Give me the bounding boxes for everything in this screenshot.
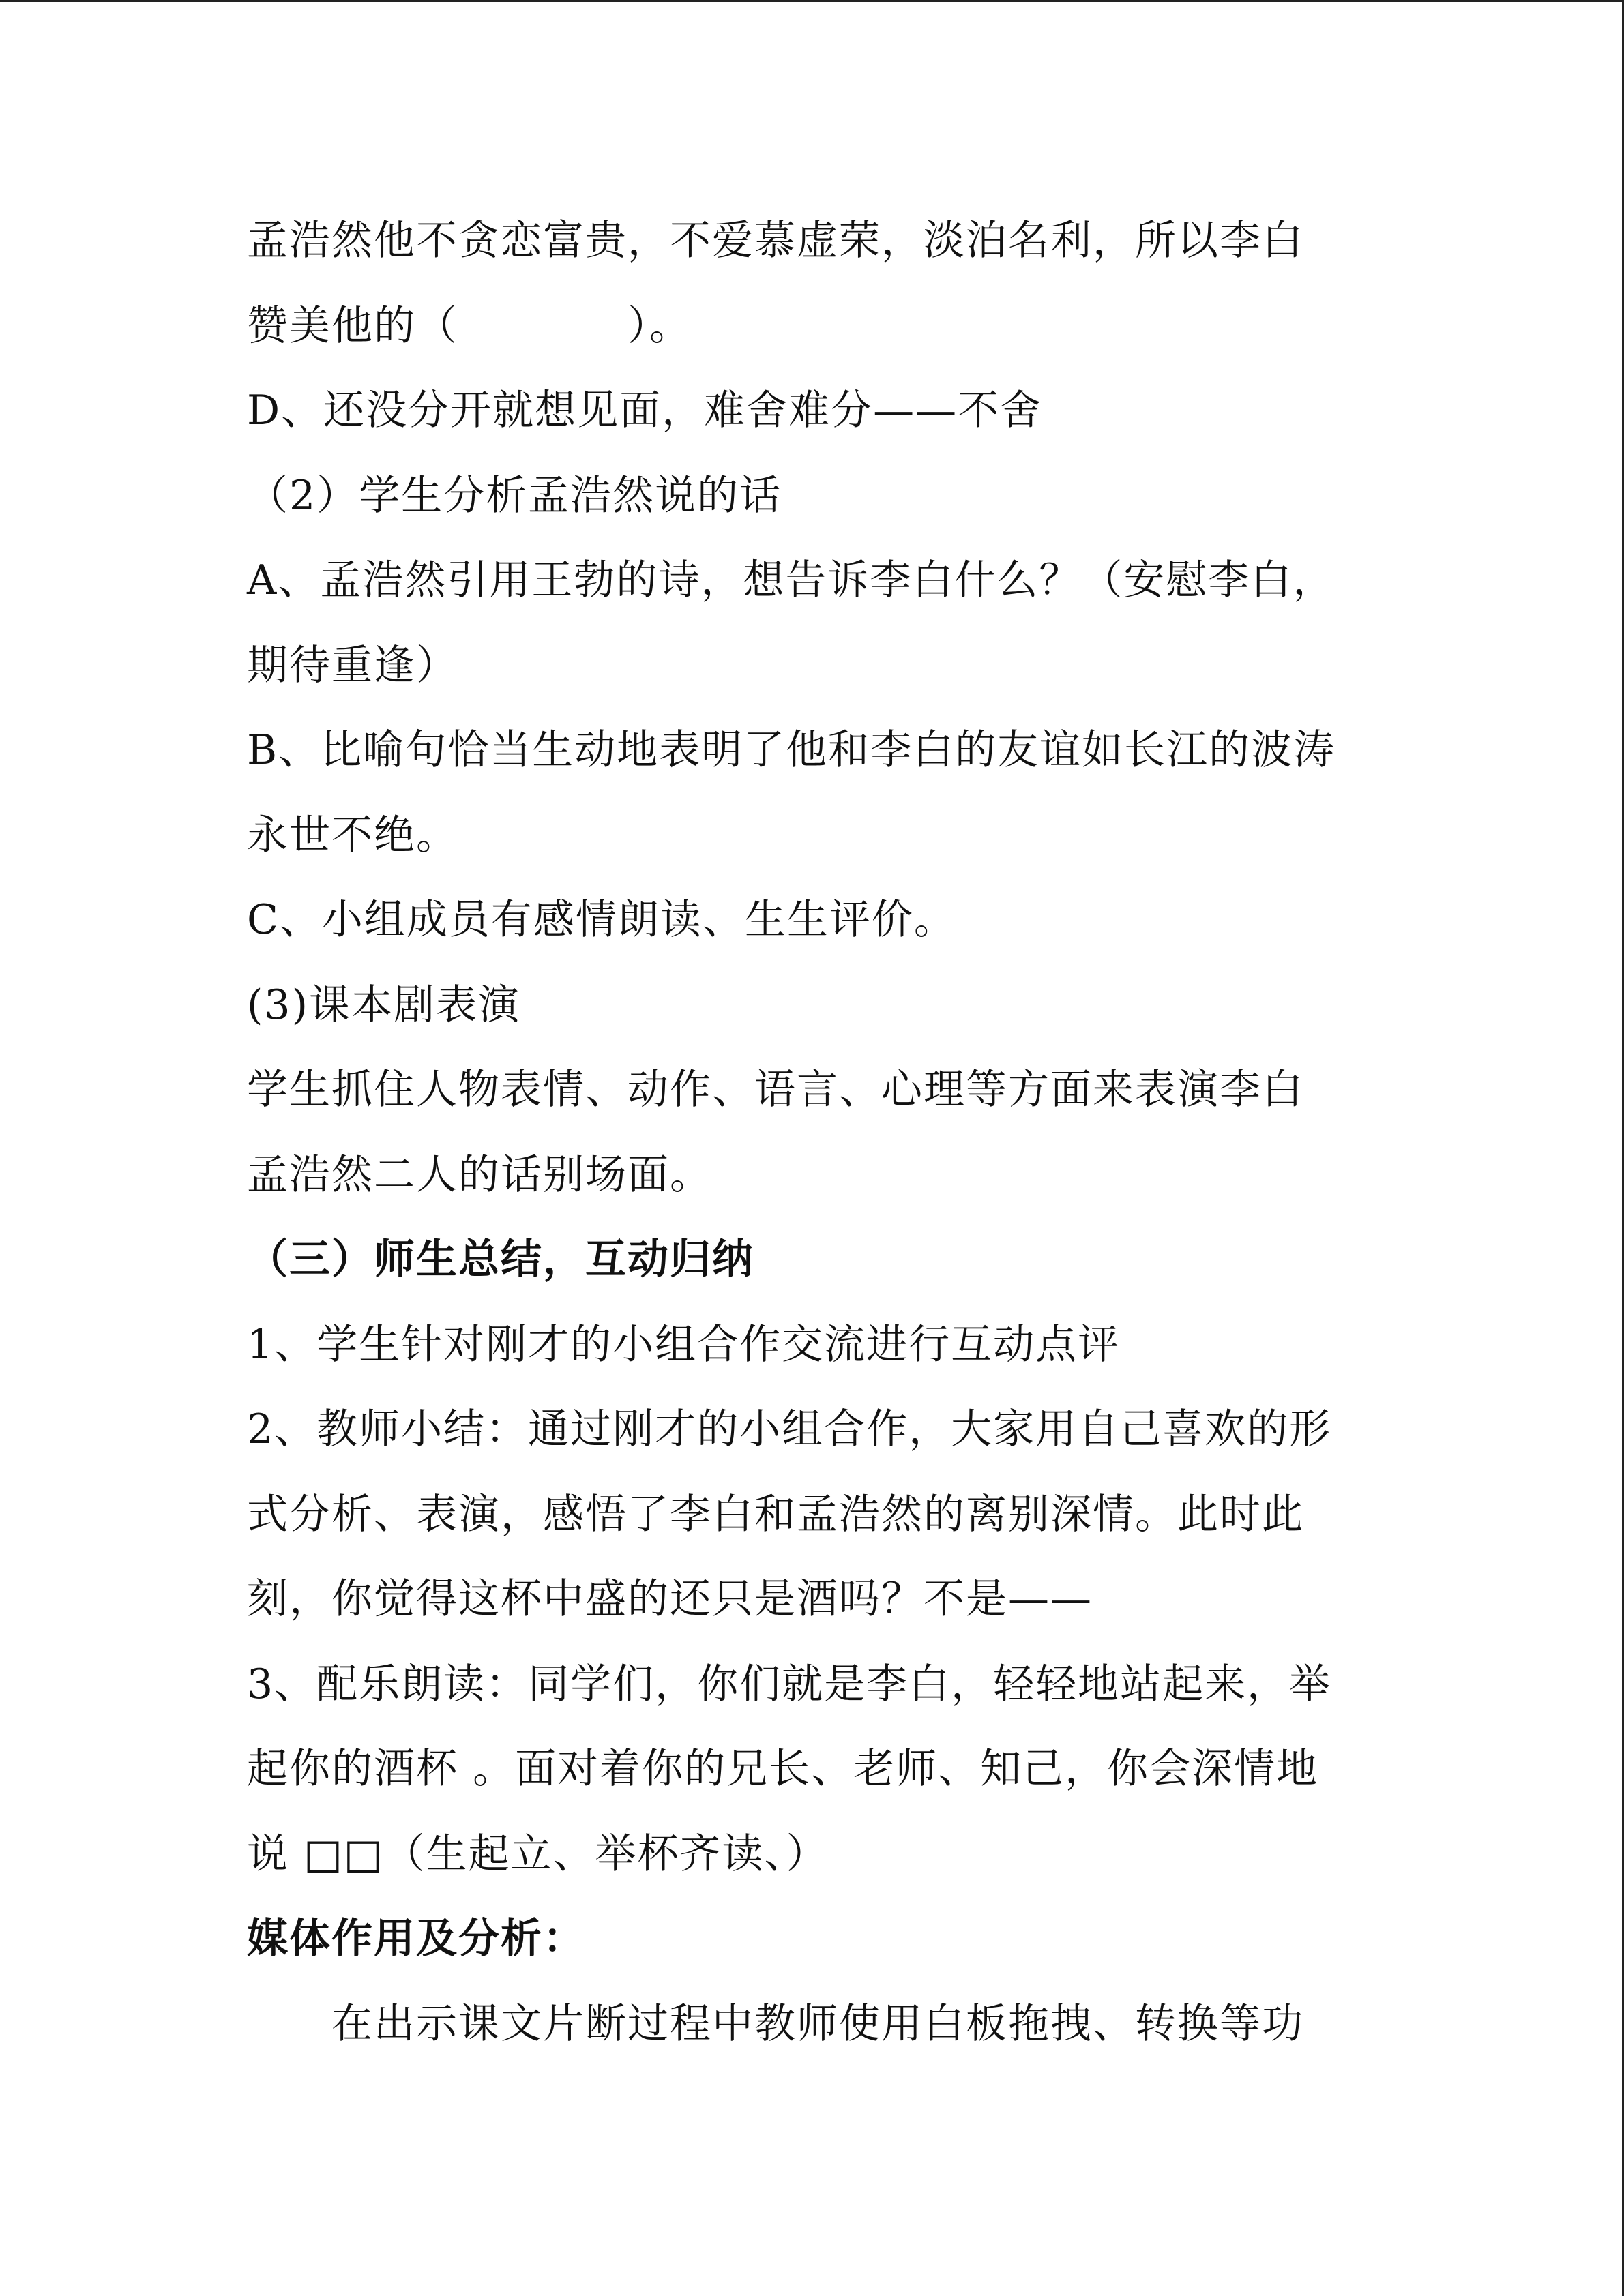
section-heading: 媒体作用及分析： — [247, 1915, 585, 1963]
text-line: 孟浩然二人的话别场面。 — [247, 1150, 712, 1199]
text-line: 式分析、表演，感悟了李白和孟浩然的离别深情。此时此 — [247, 1490, 1304, 1538]
text-line: 期待重逢） — [247, 641, 458, 689]
text-line: 永世不绝。 — [247, 811, 458, 859]
text-line: 说 □□（生起立、举杯齐读、） — [247, 1830, 829, 1878]
text-line: 孟浩然他不贪恋富贵，不爱慕虚荣，淡泊名利，所以李白 — [247, 217, 1304, 265]
text-line: 学生抓住人物表情、动作、语言、心理等方面来表演李白 — [247, 1066, 1304, 1114]
text-line: (3)课本剧表演 — [247, 981, 520, 1029]
section-heading: （三）师生总结，互动归纳 — [247, 1236, 754, 1283]
text-line: 2、教师小结：通过刚才的小组合作，大家用自己喜欢的形 — [247, 1405, 1332, 1453]
text-line: 3、配乐朗读：同学们，你们就是李白，轻轻地站起来，举 — [247, 1660, 1332, 1708]
text-line: （2）学生分析孟浩然说的话 — [247, 471, 782, 520]
text-line: 在出示课文片断过程中教师使用白板拖拽、转换等功 — [331, 1999, 1304, 2048]
text-line: C、小组成员有感情朗读、生生评价。 — [247, 896, 956, 944]
text-line: 1、学生针对刚才的小组合作交流进行互动点评 — [247, 1320, 1121, 1369]
document-body — [247, 211, 1379, 2078]
text-line: 赞美他的（ ）。 — [247, 301, 692, 350]
text-line: 刻，你觉得这杯中盛的还只是酒吗？不是—— — [247, 1575, 1093, 1623]
text-line: B、比喻句恰当生动地表明了他和李白的友谊如长江的波涛 — [247, 726, 1336, 774]
text-line: 起你的酒杯 。面对着你的兄长、老师、知己，你会深情地 — [247, 1745, 1319, 1793]
text-line: A、孟浩然引用王勃的诗，想告诉李白什么？（安慰李白， — [247, 556, 1335, 604]
text-line: D、还没分开就想见面，难舍难分——不舍 — [247, 387, 1043, 434]
